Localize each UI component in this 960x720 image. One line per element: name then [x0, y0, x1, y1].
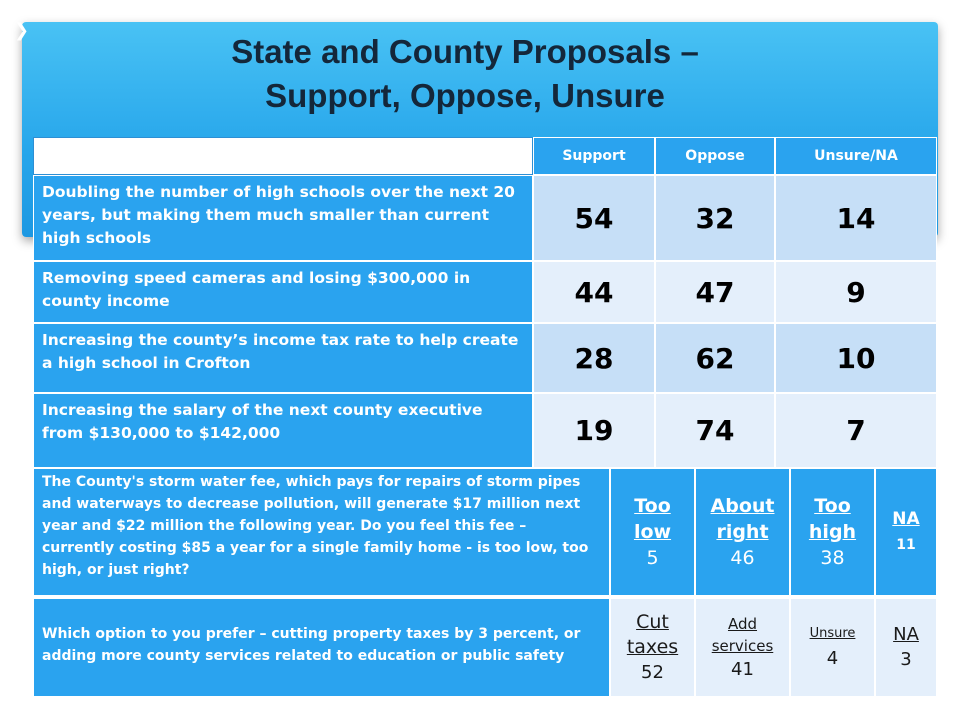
option-too-low [610, 468, 695, 596]
support-value: 54 [533, 175, 655, 261]
oppose-value: 47 [655, 261, 775, 323]
option-value: 3 [900, 648, 912, 670]
option-na [875, 598, 937, 697]
unsure-value: 7 [775, 393, 937, 468]
unsure-value: 10 [775, 323, 937, 393]
bullet-arrow-icon: ❯ [14, 20, 30, 41]
header-oppose: Oppose [655, 137, 775, 175]
option-value: 52 [641, 662, 664, 683]
oppose-value: 62 [655, 323, 775, 393]
option-na [875, 468, 937, 596]
option-value: 4 [826, 647, 839, 669]
option-value: 46 [730, 547, 755, 569]
question-property-tax: Which option to you prefer – cutting property taxes by 3 percent, or adding more county services related to education or public safety [33, 598, 610, 697]
option-unsure [790, 598, 875, 697]
unsure-value: 14 [775, 175, 937, 261]
question-executive-salary: Increasing the salary of the next county executive from $130,000 to $142,000 [33, 393, 533, 468]
header-blank-cell [33, 137, 533, 175]
support-value: 44 [533, 261, 655, 323]
option-value: 41 [731, 658, 754, 680]
question-income-tax: Increasing the county’s income tax rate to help create a high school in Crofton [33, 323, 533, 393]
option-label: Add services [711, 614, 774, 655]
support-value: 19 [533, 393, 655, 468]
oppose-value: 32 [655, 175, 775, 261]
header-unsure-na: Unsure/NA [775, 137, 937, 175]
option-label: NA [893, 623, 919, 645]
option-add-services [695, 598, 790, 697]
option-label: Cut taxes [626, 611, 679, 658]
option-label: About right [710, 495, 775, 543]
option-value: 5 [646, 547, 659, 569]
option-label: Too low [633, 495, 672, 543]
unsure-value: 9 [775, 261, 937, 323]
option-about-right [695, 468, 790, 596]
title-line-1: State and County Proposals – [231, 33, 699, 70]
oppose-value: 74 [655, 393, 775, 468]
option-label: Unsure [809, 625, 856, 641]
option-label: NA [892, 509, 920, 529]
support-value: 28 [533, 323, 655, 393]
option-too-high [790, 468, 875, 596]
header-support: Support [533, 137, 655, 175]
question-high-schools: Doubling the number of high schools over the next 20 years, but making them much smaller than current high schools [33, 175, 533, 261]
option-value: 38 [820, 547, 845, 569]
option-label: Too high [808, 495, 857, 543]
slide-title [30, 30, 900, 118]
question-storm-water-fee: The County's storm water fee, which pays for repairs of storm pipes and waterways to decrease pollution, will generate $17 million next year and $22 million the following year. Do you feel this fee – currently costing $85 a year for a single family home - is too low, too high, or just right? [33, 468, 610, 596]
title-line-2: Support, Oppose, Unsure [265, 77, 665, 114]
option-cut-taxes [610, 598, 695, 697]
option-value: 11 [896, 537, 916, 553]
question-speed-cameras: Removing speed cameras and losing $300,000 in county income [33, 261, 533, 323]
